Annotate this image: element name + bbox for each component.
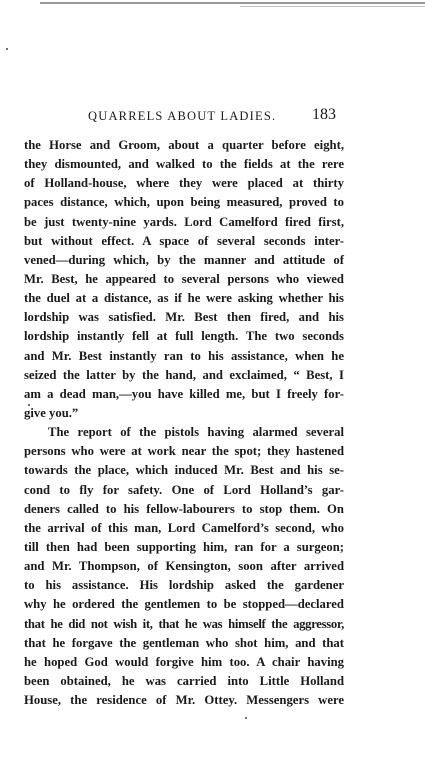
text-line: the arrival of this man, Lord Camelford’s second, who bbox=[24, 520, 344, 535]
text-line: the Horse and Groom, about a quarter before eight, bbox=[24, 138, 344, 152]
text-line: the duel at a distance, as if he were asking whether his bbox=[24, 291, 344, 306]
text-line: they dismounted, and walked to the fields at the rere bbox=[24, 157, 344, 172]
text-line: lordship instantly fell at full length. The two seconds bbox=[24, 329, 344, 344]
text-line: cond to fly for safety. One of Lord Holland’s gar- bbox=[24, 482, 344, 497]
text-line: that he did not wish it, that he was himself the aggressor, bbox=[24, 616, 344, 631]
text-line: to his assistance. His lordship asked the gardener bbox=[24, 578, 344, 593]
text-line: he hoped God would forgive him too. A chair having bbox=[24, 654, 344, 669]
running-header bbox=[88, 106, 344, 126]
scan-edge-rule-secondary bbox=[240, 6, 425, 7]
text-line: give you.” bbox=[24, 405, 79, 420]
text-line: persons who were at work near the spot; they hastened bbox=[24, 444, 344, 459]
scan-speck bbox=[6, 48, 8, 50]
text-line: why he ordered the gentlemen to be stopped—declared bbox=[24, 597, 344, 612]
text-line: towards the place, which induced Mr. Best and his se- bbox=[24, 463, 344, 478]
text-line-paragraph-start: The report of the pistols having alarmed several bbox=[48, 425, 344, 440]
text-line: that he forgave the gentleman who shot him, and that bbox=[24, 635, 344, 650]
text-line: and Mr. Best instantly ran to his assistance, when he bbox=[24, 348, 344, 363]
text-line: but without effect. A space of several seconds inter- bbox=[24, 233, 344, 248]
text-line: been obtained, he was carried into Little Holland bbox=[24, 673, 344, 688]
body-text bbox=[24, 136, 344, 710]
text-line: and Mr. Thompson, of Kensington, soon after arrived bbox=[24, 559, 344, 574]
text-line: lordship was satisfied. Mr. Best then fired, and his bbox=[24, 310, 344, 325]
text-line: of Holland-house, where they were placed at thirty bbox=[24, 176, 344, 191]
text-line: deners called to his fellow-labourers to stop them. On bbox=[24, 501, 344, 516]
scan-edge-rule bbox=[40, 2, 425, 4]
text-line: till then had been supporting him, ran for a surgeon; bbox=[24, 539, 344, 554]
text-line: vened—during which, by the manner and attitude of bbox=[24, 252, 344, 267]
text-line: am a dead man,—you have killed me, but I freely for- bbox=[24, 386, 344, 401]
text-line: be just twenty-nine yards. Lord Camelford fired first, bbox=[24, 214, 344, 229]
text-line: paces distance, which, upon being measured, proved to bbox=[24, 195, 344, 210]
text-line: House, the residence of Mr. Ottey. Messengers were bbox=[24, 693, 344, 708]
scan-speck bbox=[245, 717, 247, 719]
page-number: 183 bbox=[312, 106, 336, 123]
text-line: Mr. Best, he appeared to several persons who viewed bbox=[24, 271, 344, 286]
text-line: seized the latter by the hand, and exclaimed, “ Best, I bbox=[24, 367, 344, 382]
running-title: QUARRELS ABOUT LADIES. bbox=[88, 109, 277, 123]
